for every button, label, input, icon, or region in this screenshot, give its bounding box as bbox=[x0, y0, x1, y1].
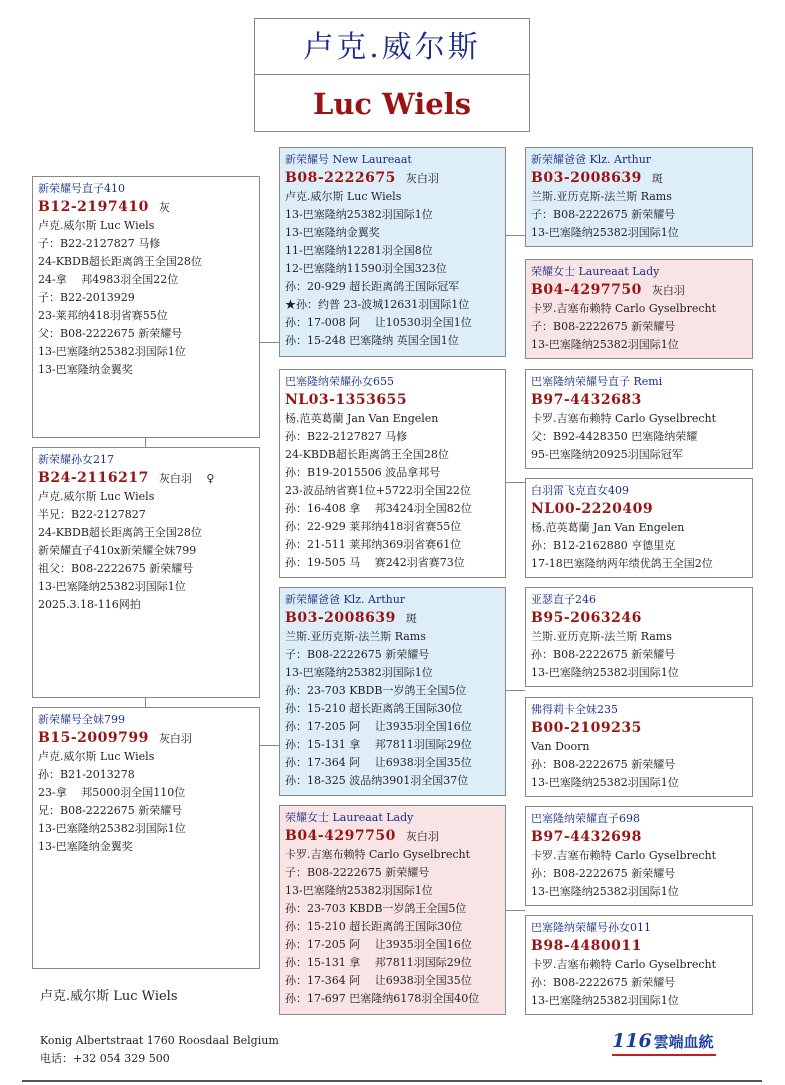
detail-line: 子：B08-2222675 新荣耀号 bbox=[285, 648, 430, 661]
grandsire-maternal-box bbox=[279, 587, 506, 796]
ring-number: B12-2197410 bbox=[38, 199, 149, 215]
detail-line: 孙：B12-2162880 亨德里克 bbox=[531, 539, 676, 552]
logo-underline bbox=[612, 1054, 716, 1056]
ring-number: B03-2008639 bbox=[285, 610, 396, 626]
detail-line: 13-巴塞隆纳25382羽国际1位 bbox=[285, 884, 433, 897]
plumage-color: 灰白羽 bbox=[158, 732, 192, 745]
pigeon-name: 亚瑟直子246 bbox=[531, 593, 596, 606]
detail-line: 孙：17-697 巴塞隆纳6178羽全国40位 bbox=[285, 992, 480, 1005]
detail-line: 孙：22-929 莱邦纳418羽省赛55位 bbox=[285, 520, 462, 533]
detail-line: 13-巴塞隆纳25382羽国际1位 bbox=[38, 580, 186, 593]
detail-line: 孙：23-703 KBDB一岁鸽王全国5位 bbox=[285, 902, 467, 915]
plumage-color: 灰白羽 bbox=[405, 830, 439, 843]
detail-line: 卢克.威尔斯 Luc Wiels bbox=[285, 190, 402, 203]
detail-line: 卡罗.吉塞布赖特 Carlo Gyselbrecht bbox=[531, 958, 717, 971]
sire-box bbox=[32, 176, 260, 438]
connector bbox=[145, 697, 146, 707]
detail-line: 孙：20-929 超长距离鸽王国际冠军 bbox=[285, 280, 460, 293]
detail-line: 孙：21-511 莱邦纳369羽省赛61位 bbox=[285, 538, 462, 551]
detail-line: 子：B22-2013929 bbox=[38, 291, 135, 304]
detail-line: 兄：B08-2222675 新荣耀号 bbox=[38, 804, 183, 817]
pigeon-name: 巴塞隆纳荣耀孙女655 bbox=[285, 375, 394, 388]
connector bbox=[505, 690, 525, 691]
pigeon-name: 佛得莉卡全妹235 bbox=[531, 703, 618, 716]
detail-line: 子：B22-2127827 马修 bbox=[38, 237, 161, 250]
detail-line: 24-KBDB超长距离鸽王全国28位 bbox=[285, 448, 449, 461]
detail-line: 兰斯.亚历克斯-法兰斯 Rams bbox=[531, 190, 672, 203]
pigeon-name: 荣耀女士 Laureaat Lady bbox=[285, 811, 414, 824]
pigeon-name: 荣耀女士 Laureaat Lady bbox=[531, 265, 660, 278]
detail-line: 孙：15-210 超长距离鸽王国际30位 bbox=[285, 920, 463, 933]
detail-line: 23-莱邦纳418羽省赛55位 bbox=[38, 309, 168, 322]
detail-line: 13-巴塞隆纳25382羽国际1位 bbox=[285, 208, 433, 221]
plumage-color: 斑 bbox=[651, 172, 663, 185]
detail-line: 13-巴塞隆纳25382羽国际1位 bbox=[38, 345, 186, 358]
ancestor-box-4 bbox=[525, 478, 753, 578]
detail-line: 卡罗.吉塞布赖特 Carlo Gyselbrecht bbox=[531, 412, 717, 425]
pigeon-name: 新荣耀号全妹799 bbox=[38, 713, 125, 726]
detail-line: 孙：15-131 拿 邦7811羽国际29位 bbox=[285, 956, 472, 969]
detail-line: 13-巴塞隆纳25382羽国际1位 bbox=[531, 226, 679, 239]
detail-line: 13-巴塞隆纳25382羽国际1位 bbox=[531, 666, 679, 679]
detail-line: 杨.范英葛蘭 Jan Van Engelen bbox=[531, 521, 685, 534]
detail-line: 2025.3.18-116网拍 bbox=[38, 598, 141, 611]
detail-line: 17-18巴塞隆纳两年绩优鸽王全国2位 bbox=[531, 557, 713, 570]
detail-line: 卡罗.吉塞布赖特 Carlo Gyselbrecht bbox=[285, 848, 471, 861]
pigeon-name: 白羽雷飞克直女409 bbox=[531, 484, 629, 497]
ancestor-box-3 bbox=[525, 369, 753, 469]
ancestor-box-5 bbox=[525, 587, 753, 687]
ring-number: B24-2116217 bbox=[38, 470, 149, 486]
connector bbox=[259, 342, 280, 343]
detail-line: 24-KBDB超长距离鸽王全国28位 bbox=[38, 526, 202, 539]
ancestor-box-6 bbox=[525, 697, 753, 797]
subject-box bbox=[32, 447, 260, 698]
detail-line: ★孙：约普 23-波城12631羽国际1位 bbox=[285, 298, 470, 311]
plumage-color: 灰白羽 ♀ bbox=[158, 472, 215, 485]
detail-line: 孙：16-408 拿 邦3424羽全国82位 bbox=[285, 502, 472, 515]
detail-line: 13-巴塞隆纳25382羽国际1位 bbox=[531, 885, 679, 898]
breeder-name: 卢克.威尔斯 Luc Wiels bbox=[40, 989, 178, 1004]
detail-line: 孙：B08-2222675 新荣耀号 bbox=[531, 758, 676, 771]
plumage-color: 灰白羽 bbox=[651, 284, 685, 297]
detail-line: 孙：19-505 马 赛242羽省赛73位 bbox=[285, 556, 465, 569]
bottom-divider bbox=[22, 1080, 762, 1082]
detail-line: 13-巴塞隆纳25382羽国际1位 bbox=[531, 776, 679, 789]
detail-line: 卡罗.吉塞布赖特 Carlo Gyselbrecht bbox=[531, 302, 717, 315]
connector bbox=[145, 437, 146, 447]
ring-number: B00-2109235 bbox=[531, 720, 642, 736]
ancestor-box-8 bbox=[525, 915, 753, 1015]
detail-line: 新荣耀直子410x新荣耀全妹799 bbox=[38, 544, 197, 557]
detail-line: 95-巴塞隆纳20925羽国际冠军 bbox=[531, 448, 683, 461]
ring-number: B08-2222675 bbox=[285, 170, 396, 186]
detail-line: 孙：17-364 阿 让6938羽全国35位 bbox=[285, 756, 472, 769]
detail-line: 13-巴塞隆纳25382羽国际1位 bbox=[531, 994, 679, 1007]
grandsire-paternal-box bbox=[279, 147, 506, 357]
ancestor-box-7 bbox=[525, 806, 753, 906]
detail-line: 子：B08-2222675 新荣耀号 bbox=[531, 208, 676, 221]
detail-line: 孙：B19-2015506 波品拿邦号 bbox=[285, 466, 441, 479]
ring-number: NL00-2220409 bbox=[531, 501, 654, 517]
ring-number: B04-4297750 bbox=[531, 282, 642, 298]
plumage-color: 灰 bbox=[158, 201, 170, 214]
detail-line: 半兄：B22-2127827 bbox=[38, 508, 146, 521]
detail-line: 13-巴塞隆纳金翼奖 bbox=[285, 226, 380, 239]
connector bbox=[505, 482, 525, 483]
detail-line: 13-巴塞隆纳25382羽国际1位 bbox=[285, 666, 433, 679]
detail-line: 13-巴塞隆纳25382羽国际1位 bbox=[531, 338, 679, 351]
detail-line: 孙：B21-2013278 bbox=[38, 768, 135, 781]
title-chinese: 卢克.威尔斯 bbox=[255, 19, 529, 75]
detail-line: Van Doorn bbox=[531, 740, 590, 753]
pigeon-name: 新荣耀孙女217 bbox=[38, 453, 114, 466]
plumage-color: 灰白羽 bbox=[405, 172, 439, 185]
detail-line: 子：B08-2222675 新荣耀号 bbox=[285, 866, 430, 879]
pigeon-name: 新荣耀爸爸 Klz. Arthur bbox=[531, 153, 652, 166]
detail-line: 兰斯.亚历克斯-法兰斯 Rams bbox=[531, 630, 672, 643]
site-logo[interactable] bbox=[612, 1030, 714, 1056]
detail-line: 13-巴塞隆纳金翼奖 bbox=[38, 840, 133, 853]
granddam-paternal-box bbox=[279, 369, 506, 578]
detail-line: 孙：23-703 KBDB一岁鸽王全国5位 bbox=[285, 684, 467, 697]
detail-line: 父：B92-4428350 巴塞隆纳荣耀 bbox=[531, 430, 698, 443]
ancestor-box-1 bbox=[525, 147, 753, 247]
pigeon-name: 巴塞隆纳荣耀直子698 bbox=[531, 812, 640, 825]
ring-number: B98-4480011 bbox=[531, 938, 642, 954]
detail-line: 孙：17-008 阿 让10530羽全国1位 bbox=[285, 316, 472, 329]
address-text: Konig Albertstraat 1760 Roosdaal Belgium bbox=[40, 1034, 279, 1047]
granddam-maternal-box bbox=[279, 805, 506, 1015]
dam-box bbox=[32, 707, 260, 969]
detail-line: 13-巴塞隆纳25382羽国际1位 bbox=[38, 822, 186, 835]
pigeon-name: 新荣耀号直子410 bbox=[38, 182, 125, 195]
logo-number: 116 bbox=[612, 1030, 652, 1052]
detail-line: 卢克.威尔斯 Luc Wiels bbox=[38, 750, 155, 763]
ring-number: B03-2008639 bbox=[531, 170, 642, 186]
detail-line: 24-拿 邦4983羽全国22位 bbox=[38, 273, 179, 286]
detail-line: 卢克.威尔斯 Luc Wiels bbox=[38, 219, 155, 232]
connector bbox=[505, 235, 525, 236]
detail-line: 兰斯.亚历克斯-法兰斯 Rams bbox=[285, 630, 426, 643]
detail-line: 孙：B08-2222675 新荣耀号 bbox=[531, 867, 676, 880]
detail-line: 子：B08-2222675 新荣耀号 bbox=[531, 320, 676, 333]
ring-number: B95-2063246 bbox=[531, 610, 642, 626]
detail-line: 卢克.威尔斯 Luc Wiels bbox=[38, 490, 155, 503]
detail-line: 23-拿 邦5000羽全国110位 bbox=[38, 786, 186, 799]
ring-number: B97-4432683 bbox=[531, 392, 642, 408]
detail-line: 孙：B22-2127827 马修 bbox=[285, 430, 408, 443]
detail-line: 孙：17-205 阿 让3935羽全国16位 bbox=[285, 938, 472, 951]
pigeon-name: 新荣耀爸爸 Klz. Arthur bbox=[285, 593, 406, 606]
detail-line: 父：B08-2222675 新荣耀号 bbox=[38, 327, 183, 340]
plumage-color: 斑 bbox=[405, 612, 417, 625]
title-box bbox=[254, 18, 530, 132]
detail-line: 孙：18-325 波品纳3901羽全国37位 bbox=[285, 774, 469, 787]
detail-line: 孙：B08-2222675 新荣耀号 bbox=[531, 976, 676, 989]
detail-line: 孙：B08-2222675 新荣耀号 bbox=[531, 648, 676, 661]
detail-line: 祖父：B08-2222675 新荣耀号 bbox=[38, 562, 194, 575]
ancestor-box-2 bbox=[525, 259, 753, 359]
detail-line: 孙：15-210 超长距离鸽王国际30位 bbox=[285, 702, 463, 715]
contact-block bbox=[40, 1032, 279, 1068]
detail-line: 孙：17-364 阿 让6938羽全国35位 bbox=[285, 974, 472, 987]
logo-text: 雲端血統 bbox=[653, 1033, 714, 1051]
ring-number: B04-4297750 bbox=[285, 828, 396, 844]
detail-line: 23-波品纳省赛1位+5722羽全国22位 bbox=[285, 484, 471, 497]
detail-line: 13-巴塞隆纳金翼奖 bbox=[38, 363, 133, 376]
ring-number: NL03-1353655 bbox=[285, 392, 408, 408]
pigeon-name: 巴塞隆纳荣耀号孙女011 bbox=[531, 921, 651, 934]
detail-line: 卡罗.吉塞布赖特 Carlo Gyselbrecht bbox=[531, 849, 717, 862]
detail-line: 孙：15-131 拿 邦7811羽国际29位 bbox=[285, 738, 472, 751]
title-english: Luc Wiels bbox=[312, 87, 472, 121]
pigeon-name: 新荣耀号 New Laureaat bbox=[285, 153, 412, 166]
detail-line: 11-巴塞隆纳12281羽全国8位 bbox=[285, 244, 433, 257]
detail-line: 24-KBDB超长距离鸽王全国28位 bbox=[38, 255, 202, 268]
pigeon-name: 巴塞隆纳荣耀号直子 Remi bbox=[531, 375, 663, 388]
detail-line: 12-巴塞隆纳11590羽全国323位 bbox=[285, 262, 447, 275]
connector bbox=[505, 910, 525, 911]
detail-line: 孙：15-248 巴塞隆纳 英国全国1位 bbox=[285, 334, 459, 347]
ring-number: B97-4432698 bbox=[531, 829, 642, 845]
connector bbox=[259, 745, 280, 746]
ring-number: B15-2009799 bbox=[38, 730, 149, 746]
phone-text: 电话：+32 054 329 500 bbox=[40, 1052, 170, 1065]
detail-line: 孙：17-205 阿 让3935羽全国16位 bbox=[285, 720, 472, 733]
detail-line: 杨.范英葛蘭 Jan Van Engelen bbox=[285, 412, 439, 425]
